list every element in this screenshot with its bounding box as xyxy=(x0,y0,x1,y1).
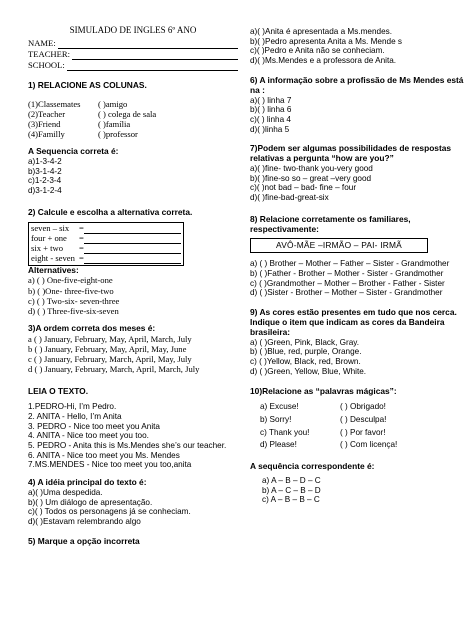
q10-option[interactable]: b) A – C – B – D xyxy=(262,485,321,495)
q1-option[interactable]: a)1-3-4-2 xyxy=(28,156,62,166)
q2-option[interactable]: a) ( ) One-five-eight-one xyxy=(28,275,113,286)
magic-word-blank[interactable]: ( ) Desculpa! xyxy=(340,415,387,425)
q1-pair[interactable]: (3)Friend ( )família xyxy=(28,118,131,129)
q9-option[interactable]: c) ( )Yellow, Black, red, Brown. xyxy=(250,357,361,367)
text-line: 3. PEDRO - Nice too meet you Anita xyxy=(28,421,160,431)
q10-seq-label: A sequência correspondente é: xyxy=(250,461,375,472)
q6-heading: 6) A informação sobre a profissão de Ms Mendes está na : xyxy=(250,74,464,95)
q3-option[interactable]: c ( ) January, February, March, April, May, July xyxy=(28,354,192,365)
q2-heading: 2) Calcule e escolha a alternativa correta. xyxy=(28,206,193,217)
q5-option[interactable]: d)( )Ms.Mendes e a professora de Anita. xyxy=(250,56,397,66)
q6-option[interactable]: a)( ) linha 7 xyxy=(250,95,292,105)
q5-option[interactable]: b)( )Pedro apresenta Anita a Ms. Mende s xyxy=(250,36,402,46)
q7-heading: 7)Podem ser algumas possibilidades de respostas relativas a pergunta “how are you?” xyxy=(250,143,452,164)
name-label: NAME xyxy=(28,38,54,49)
teacher-label: TEACHER xyxy=(28,49,68,60)
q8-option[interactable]: a) ( ) Brother – Mother – Father – Sister - Grandmother xyxy=(250,259,450,269)
right-column xyxy=(250,0,464,505)
q10-heading: 10)Relacione as “palavras mágicas”: xyxy=(250,385,397,396)
q5-option[interactable]: a)( )Anita é apresentada a Ms.mendes. xyxy=(250,27,392,36)
teacher-field[interactable]: TEACHER : xyxy=(28,49,238,60)
q6-option[interactable]: d)( )linha 5 xyxy=(250,124,290,134)
q2-option[interactable]: b) ( )One- three-five-two xyxy=(28,285,114,296)
q7-option[interactable]: b)( )fine-so so – great –very good xyxy=(250,173,372,183)
q5-option[interactable]: c)( )Pedro e Anita não se conheciam. xyxy=(250,46,385,56)
text-line: 1.PEDRO-Hi, I’m Pedro. xyxy=(28,402,117,412)
name-field[interactable]: NAME : xyxy=(28,38,238,49)
header-fields xyxy=(28,38,238,71)
text-line: 5. PEDRO - Anita this is Ms.Mendes she’s our teacher. xyxy=(28,441,227,451)
page-title: SIMULADO DE INGLES 6º ANO xyxy=(69,25,197,35)
q8-option[interactable]: c) ( )Grandmother – Mother – Brother - Father - Sister xyxy=(250,278,445,288)
q4-option[interactable]: c)( ) Todos os personagens já se conheciam. xyxy=(28,507,191,517)
q2-option[interactable]: d) ( ) Three-five-six-seven xyxy=(28,305,119,316)
q7-option[interactable]: d)( )fine-bad-great-six xyxy=(250,193,329,203)
family-words-box: AVÔ-MÃE –IRMÃO – PAI- IRMÃ xyxy=(250,238,428,254)
q1-pair[interactable]: (4)Familly ( )professor xyxy=(28,128,138,139)
q8-option[interactable]: b) ( )Father - Brother – Mother - Sister - Grandmother xyxy=(250,269,444,279)
q3-option[interactable]: d ( ) January, February, March, April, March, July xyxy=(28,364,200,375)
q3-option[interactable]: b ( ) January, February, May, April, May, June xyxy=(28,344,187,355)
left-column xyxy=(28,0,238,547)
text-heading: LEIA O TEXTO. xyxy=(28,385,89,396)
school-label: SCHOOL xyxy=(28,60,63,71)
magic-word-blank[interactable]: ( ) Com licença! xyxy=(340,440,398,450)
q2-op-row[interactable]: four + one = xyxy=(31,234,181,244)
q4-option[interactable]: d)( )Estavam relembrando algo xyxy=(28,517,141,527)
q1-pair[interactable]: (2)Teacher ( ) colega de sala xyxy=(28,108,157,119)
q1-pairs xyxy=(28,99,238,140)
q1-option[interactable]: c)1-2-3-4 xyxy=(28,176,62,186)
q3-heading: 3)A ordem correta dos meses é: xyxy=(28,323,156,334)
school-field[interactable]: SCHOOL : xyxy=(28,60,238,71)
magic-word: a) Excuse! xyxy=(260,402,299,412)
q2-alt-label: Alternatives: xyxy=(28,264,79,275)
text-line: 4. ANITA - Nice too meet you too. xyxy=(28,431,149,441)
q2-math-box xyxy=(28,222,184,266)
q4-option[interactable]: b)( ) Um diálogo de apresentação. xyxy=(28,497,153,507)
q9-heading: 9) As cores estão presentes em tudo que nos cerca. Indique o item que indicam as cores da Bandeira brasileira: xyxy=(250,307,457,337)
magic-word: b) Sorry! xyxy=(260,415,292,425)
magic-words-grid xyxy=(260,402,464,450)
q9-option[interactable]: b) ( )Blue, red, purple, Orange. xyxy=(250,347,362,357)
q7-option[interactable]: c)( )not bad – bad- fine – four xyxy=(250,183,357,193)
text-line: 7.MS.MENDES - Nice too meet you too,anita xyxy=(28,460,192,470)
q2-option[interactable]: c) ( ) Two-six- seven-three xyxy=(28,295,120,306)
q5-heading: 5) Marque a opção incorreta xyxy=(28,535,140,546)
q10-option[interactable]: a) A – B – D – C xyxy=(262,476,321,485)
q9-option[interactable]: a) ( )Green, Pink, Black, Gray. xyxy=(250,337,360,347)
q6-option[interactable]: b)( ) linha 6 xyxy=(250,105,292,115)
text-line: 6. ANITA - Nice too meet you Ms. Mendes xyxy=(28,450,180,460)
q1-pair[interactable]: (1)Classemates ( )amigo xyxy=(28,98,128,109)
q6-option[interactable]: c)( ) linha 4 xyxy=(250,114,291,124)
q1-heading: 1) RELACIONE AS COLUNAS. xyxy=(28,79,147,90)
q8-option[interactable]: d) ( )Sister - Brother – Mother – Sister - Grandmother xyxy=(250,288,443,298)
q2-op-row[interactable]: seven – six = xyxy=(31,224,181,234)
q7-option[interactable]: a)( )fine- two-thank you-very good xyxy=(250,164,373,173)
q2-op-row[interactable]: six + two = xyxy=(31,244,181,254)
q4-option[interactable]: a)( )Uma despedida. xyxy=(28,488,103,498)
magic-word: d) Please! xyxy=(260,440,297,450)
q1-option[interactable]: d)3-1-2-4 xyxy=(28,186,62,195)
q1-option[interactable]: b)3-1-4-2 xyxy=(28,166,62,176)
q3-option[interactable]: a ( ) January, February, May, April, March, July xyxy=(28,333,192,344)
text-line: 2. ANITA - Hello, I’m Anita xyxy=(28,412,122,422)
magic-word-blank[interactable]: ( ) Por favor! xyxy=(340,427,386,437)
q9-option[interactable]: d) ( )Green, Yellow, Blue, White. xyxy=(250,366,367,376)
q2-op-row[interactable]: eight - seven = xyxy=(31,254,181,264)
q10-option[interactable]: c) A – B – B – C xyxy=(262,495,320,505)
magic-word: c) Thank you! xyxy=(260,427,310,437)
magic-word-blank[interactable]: ( ) Obrigado! xyxy=(340,402,386,412)
q1-seq-label: A Sequencia correta é: xyxy=(28,146,119,157)
q8-heading: 8) Relacione corretamente os familiares, respectivamente: xyxy=(250,213,411,234)
q4-heading: 4) A idéia principal do texto é: xyxy=(28,477,147,488)
